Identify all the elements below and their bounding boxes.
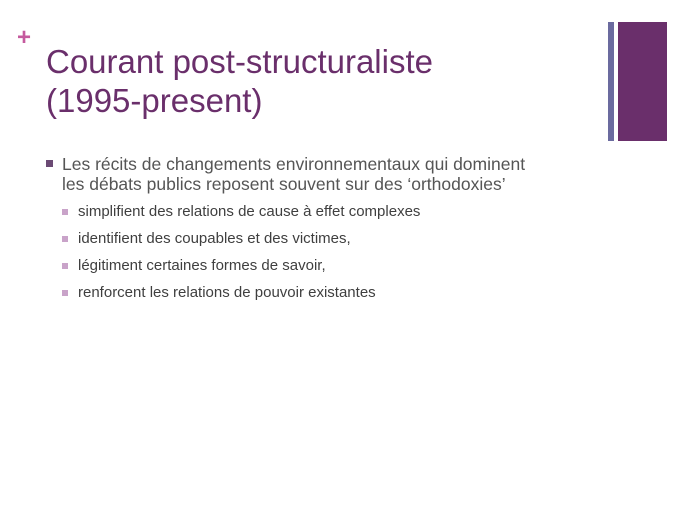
main-bullet — [46, 154, 606, 194]
sub-bullet — [46, 230, 606, 248]
sub-bullet-text: renforcent les relations de pouvoir existantes — [78, 284, 376, 301]
square-sub-bullet-icon — [62, 209, 68, 215]
square-sub-bullet-icon — [62, 263, 68, 269]
square-bullet-icon — [46, 160, 53, 167]
plus-icon: + — [17, 24, 32, 51]
title-line-2: (1995-present) — [46, 82, 263, 119]
sub-bullet — [46, 284, 606, 302]
square-sub-bullet-icon — [62, 236, 68, 242]
sub-bullet-text: légitiment certaines formes de savoir, — [78, 257, 326, 274]
sub-bullet — [46, 257, 606, 275]
slide-title — [46, 42, 586, 120]
decorative-bar-wide — [618, 22, 667, 141]
decorative-bar-thin — [608, 22, 614, 141]
slide-content — [46, 154, 606, 311]
sub-bullet-text: simplifient des relations de cause à effet complexes — [78, 203, 421, 220]
sub-bullet — [46, 203, 606, 221]
main-bullet-line-2: les débats publics reposent souvent sur des ‘orthodoxies’ — [62, 174, 506, 194]
sub-bullet-text: identifient des coupables et des victimes, — [78, 230, 351, 247]
title-line-1: Courant post-structuraliste — [46, 43, 433, 80]
main-bullet-line-1: Les récits de changements environnementaux qui dominent — [62, 154, 526, 174]
square-sub-bullet-icon — [62, 290, 68, 296]
